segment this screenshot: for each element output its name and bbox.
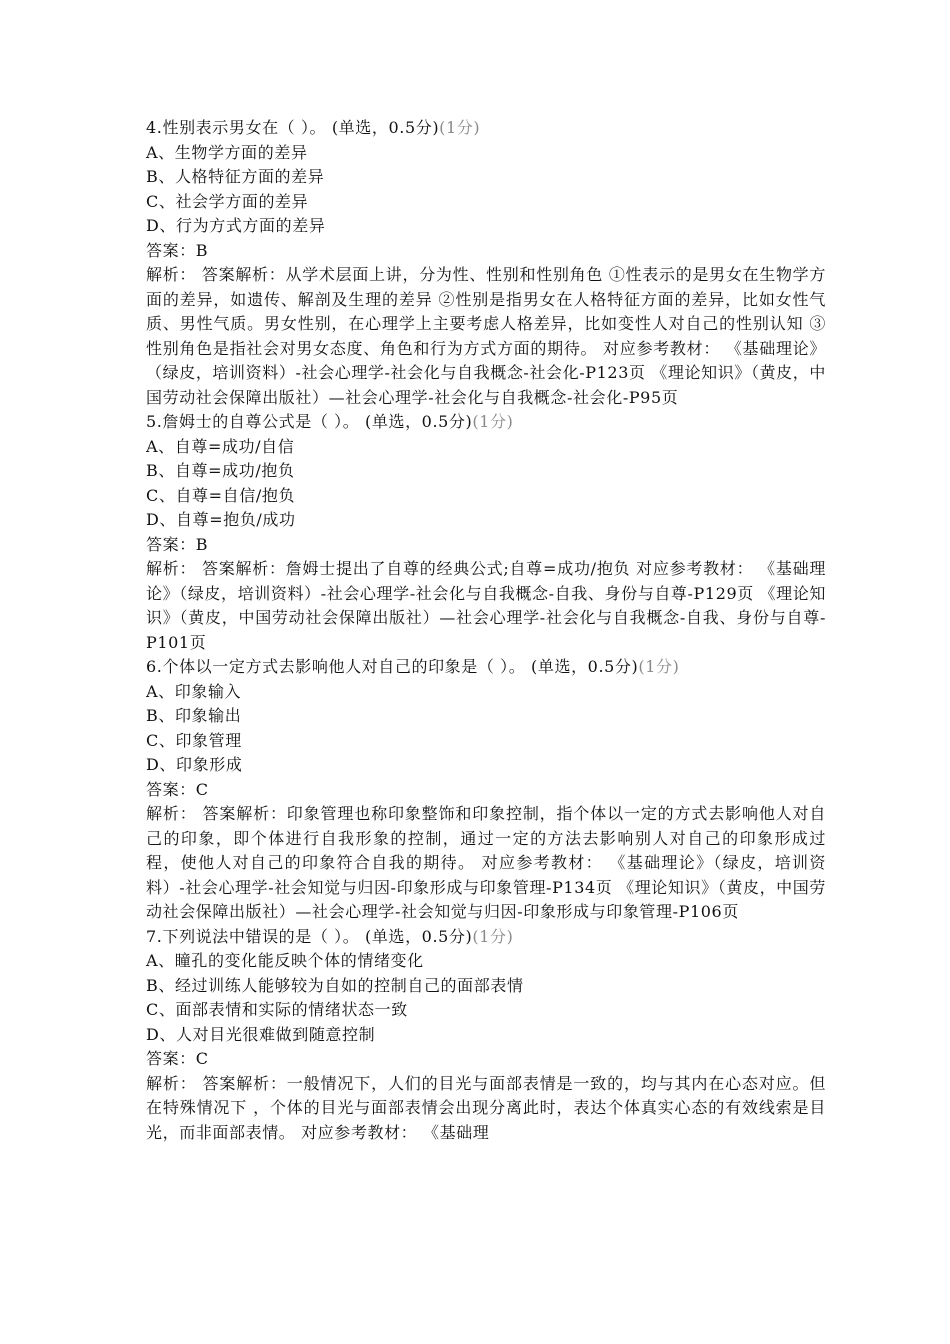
question-score: (1分) [472,412,514,431]
question-stem [146,116,826,141]
option-d: D、人对目光很难做到随意控制 [146,1024,376,1044]
question-7 [146,925,826,1146]
question-score: (1分) [439,118,481,137]
option-a: A、生物学方面的差异 [146,142,308,162]
option-b: B、经过训练人能够较为自如的控制自己的面部表情 [146,975,524,995]
analysis: 解析： 答案解析：詹姆士提出了自尊的经典公式;自尊=成功/抱负 对应参考教材： 《基础理论》（绿皮，培训资料）-社会心理学-社会化与自我概念-自我、身份与自尊-P129页 《理论知识》（黄皮，中国劳动社会保障出版社）—社会心理学-社会化与自我概念-自我、身份与自尊-P101页 [146,559,826,652]
question-stem [146,925,826,950]
option-a: A、自尊=成功/自信 [146,436,295,456]
analysis: 解析： 答案解析：从学术层面上讲，分为性、性别和性别角色 ①性表示的是男女在生物学方面的差异，如遗传、解剖及生理的差异 ②性别是指男女在人格特征方面的差异，比如女性气质、男性气质。男女性别，在心理学上主要考虑人格差异，比如变性人对自己的性别认知 ③性别角色是指社会对男女态度、角色和行为方式方面的期待。 对应参考教材： 《基础理论》（绿皮，培训资料）-社会心理学-社会化与自我概念-社会化-P123页 《理论知识》（黄皮，中国劳动社会保障出版社）—社会心理学-社会化与自我概念-社会化-P95页 [146,265,826,407]
answer: 答案：B [146,534,209,554]
option-b: B、自尊=成功/抱负 [146,461,295,480]
analysis: 解析： 答案解析：一般情况下，人们的目光与面部表情是一致的，均与其内在心态对应。但在特殊情况下 ，个体的目光与面部表情会出现分离此时，表达个体真实心态的有效线索是目光，而非面部表情。 对应参考教材： 《基础理 [146,1073,826,1142]
question-score: (1分) [472,926,514,946]
option-b: B、印象输出 [146,706,242,725]
option-a: A、印象输入 [146,681,242,701]
answer: 答案：C [146,1049,209,1068]
question-score: (1分) [638,657,680,676]
question-text: 7.下列说法中错误的是（ ）。 (单选，0.5分) [146,926,473,946]
document-page [146,116,826,1145]
question-text: 5.詹姆士的自尊公式是（ ）。 (单选，0.5分) [146,412,473,431]
option-d: D、自尊=抱负/成功 [146,510,296,529]
answer: 答案：C [146,779,209,799]
option-b: B、人格特征方面的差异 [146,167,325,186]
option-c: C、自尊=自信/抱负 [146,485,296,505]
question-4 [146,116,826,410]
answer: 答案：B [146,240,209,260]
question-text: 6.个体以一定方式去影响他人对自己的印象是（ ）。 (单选，0.5分) [146,657,639,676]
option-d: D、行为方式方面的差异 [146,216,326,235]
question-stem [146,655,826,680]
option-a: A、瞳孔的变化能反映个体的情绪变化 [146,951,424,970]
option-d: D、印象形成 [146,755,243,774]
option-c: C、面部表情和实际的情绪状态一致 [146,1000,408,1019]
question-stem [146,410,826,435]
option-c: C、社会学方面的差异 [146,191,309,211]
question-5 [146,410,826,655]
question-text: 4.性别表示男女在（ ）。 (单选，0.5分) [146,118,440,137]
analysis: 解析： 答案解析：印象管理也称印象整饰和印象控制，指个体以一定的方式去影响他人对自己的印象，即个体进行自我形象的控制，通过一定的方法去影响别人对自己的印象形成过程，使他人对自己的印象符合自我的期待。 对应参考教材： 《基础理论》（绿皮，培训资料）-社会心理学-社会知觉与归因-印象形成与印象管理-P134页 《理论知识》（黄皮，中国劳动社会保障出版社）—社会心理学-社会知觉与归因-印象形成与印象管理-P106页 [146,804,826,921]
question-6 [146,655,826,925]
option-c: C、印象管理 [146,730,242,750]
